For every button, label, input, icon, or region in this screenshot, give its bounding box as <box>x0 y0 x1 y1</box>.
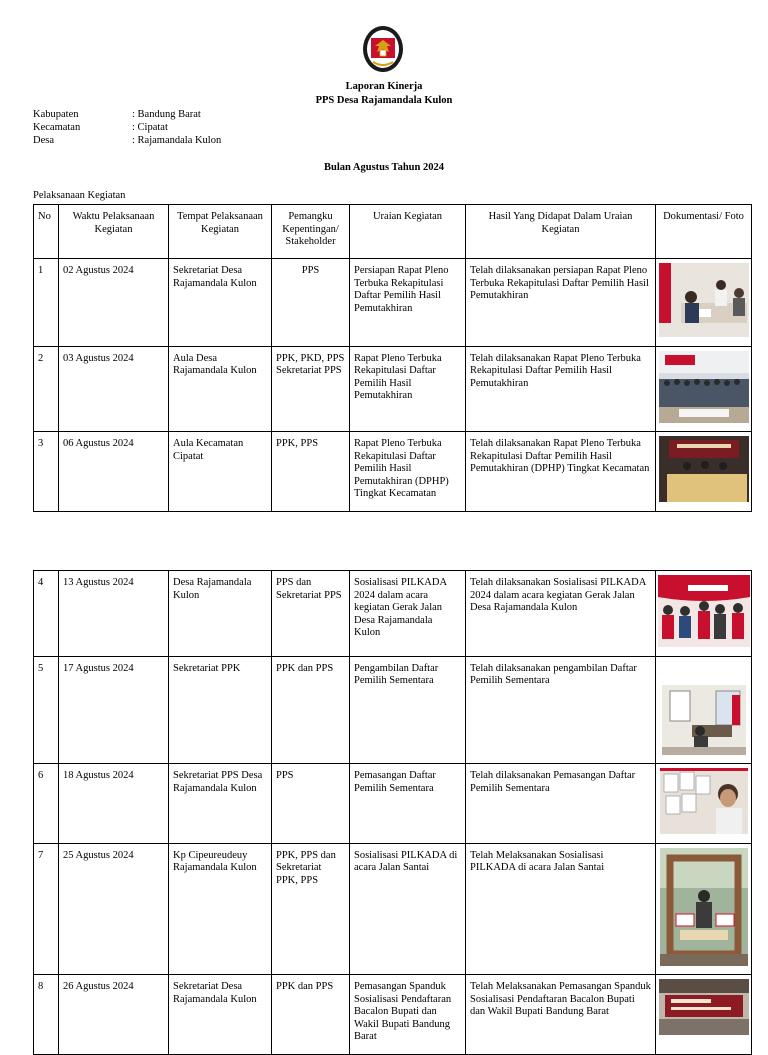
table-row <box>34 764 752 844</box>
cell-result: Telah dilaksanakan Sosialisasi PILKADA 2024 dalam acara kegiatan Gerak Jalan Desa Rajamandala Kulon <box>466 571 656 657</box>
cell-place: Sekretariat Desa Rajamandala Kulon <box>169 259 272 347</box>
activity-table-continued <box>33 570 752 1055</box>
cell-place: Aula Desa Rajamandala Kulon <box>169 346 272 432</box>
cell-result: Telah dilaksanakan Rapat Pleno Terbuka Rekapitulasi Daftar Pemilih Hasil Pemutakhiran <box>466 346 656 432</box>
cell-activity: Pemasangan Daftar Pemilih Sementara <box>350 764 466 844</box>
cell-no: 2 <box>34 346 59 432</box>
cell-result: Telah Melaksanakan Pemasangan Spanduk Sosialisasi Pendaftaran Bacalon Bupati dan Wakil Bupati Bandung Barat <box>466 975 656 1055</box>
office-photo <box>662 685 746 755</box>
cell-result: Telah dilaksanakan pengambilan Daftar Pemilih Sementara <box>466 656 656 764</box>
cell-place: Sekretariat PPK <box>169 656 272 764</box>
activity-table <box>33 204 752 512</box>
month-title: Bulan Agustus Tahun 2024 <box>324 162 444 173</box>
table-row <box>34 346 752 432</box>
cell-place: Sekretariat Desa Rajamandala Kulon <box>169 975 272 1055</box>
cell-place: Kp Cipeureudeuy Rajamandala Kulon <box>169 843 272 975</box>
cell-result: Telah dilaksanakan Pemasangan Daftar Pemilih Sementara <box>466 764 656 844</box>
section-label: Pelaksanaan Kegiatan <box>33 190 126 201</box>
cell-photo <box>656 346 752 432</box>
cell-activity: Rapat Pleno Terbuka Rekapitulasi Daftar Pemilih Hasil Pemutakhiran (DPHP) Tingkat Kecamatan <box>350 432 466 512</box>
cell-date: 26 Agustus 2024 <box>59 975 169 1055</box>
cell-stakeholder: PPK dan PPS <box>272 975 350 1055</box>
meta-row-kecamatan <box>33 121 221 134</box>
cell-result: Telah dilaksanakan Rapat Pleno Terbuka Rekapitulasi Daftar Pemilih Hasil Pemutakhiran (DPHP) Tingkat Kecamatan <box>466 432 656 512</box>
walk-event-photo <box>658 575 750 647</box>
cell-date: 02 Agustus 2024 <box>59 259 169 347</box>
cell-photo <box>656 259 752 347</box>
cell-no: 8 <box>34 975 59 1055</box>
table-header-row <box>34 205 752 259</box>
cell-result: Telah Melaksanakan Sosialisasi PILKADA di acara Jalan Santai <box>466 843 656 975</box>
cell-stakeholder: PPK, PKD, PPS Sekretariat PPS <box>272 346 350 432</box>
table-row <box>34 975 752 1055</box>
cell-stakeholder: PPS dan Sekretariat PPS <box>272 571 350 657</box>
meeting-photo <box>659 263 749 337</box>
cell-activity: Sosialisasi PILKADA 2024 dalam acara kegiatan Gerak Jalan Desa Rajamandala Kulon <box>350 571 466 657</box>
table-row <box>34 571 752 657</box>
meta-label: Kecamatan <box>33 122 81 133</box>
table-row <box>34 656 752 764</box>
cell-activity: Pengambilan Daftar Pemilih Sementara <box>350 656 466 764</box>
cell-photo <box>656 432 752 512</box>
garuda-emblem-icon <box>361 24 405 74</box>
table-row <box>34 259 752 347</box>
cell-date: 03 Agustus 2024 <box>59 346 169 432</box>
col-header: Waktu Pelaksanaan Kegiatan <box>59 205 169 259</box>
cell-stakeholder: PPK dan PPS <box>272 656 350 764</box>
cell-photo <box>656 843 752 975</box>
cell-no: 5 <box>34 656 59 764</box>
col-header: Hasil Yang Didapat Dalam Uraian Kegiatan <box>466 205 656 259</box>
cell-place: Aula Kecamatan Cipatat <box>169 432 272 512</box>
cell-activity: Sosialisasi PILKADA di acara Jalan Santai <box>350 843 466 975</box>
cell-date: 06 Agustus 2024 <box>59 432 169 512</box>
meta-value: : Rajamandala Kulon <box>132 135 222 146</box>
col-header: Tempat Pelaksanaan Kegiatan <box>169 205 272 259</box>
cell-activity: Rapat Pleno Terbuka Rekapitulasi Daftar Pemilih Hasil Pemutakhiran <box>350 346 466 432</box>
cell-no: 4 <box>34 571 59 657</box>
col-header: Uraian Kegiatan <box>350 205 466 259</box>
cell-no: 7 <box>34 843 59 975</box>
meta-row-kabupaten <box>33 108 221 121</box>
cell-stakeholder: PPS <box>272 764 350 844</box>
cell-date: 13 Agustus 2024 <box>59 571 169 657</box>
cell-photo <box>656 656 752 764</box>
meta-value: : Bandung Barat <box>132 109 201 120</box>
report-title: Laporan Kinerja <box>345 81 423 92</box>
cell-place: Desa Rajamandala Kulon <box>169 571 272 657</box>
table-row <box>34 843 752 975</box>
cell-date: 18 Agustus 2024 <box>59 764 169 844</box>
group-photo <box>659 351 749 423</box>
cell-date: 25 Agustus 2024 <box>59 843 169 975</box>
cell-stakeholder: PPK, PPS dan Sekretariat PPK, PPS <box>272 843 350 975</box>
cell-place: Sekretariat PPS Desa Rajamandala Kulon <box>169 764 272 844</box>
col-header: Pemangku Kepentingan/ Stakeholder <box>272 205 350 259</box>
meta-label: Desa <box>33 135 54 146</box>
cell-activity: Persiapan Rapat Pleno Terbuka Rekapitulasi Daftar Pemilih Hasil Pemutakhiran <box>350 259 466 347</box>
report-subtitle: PPS Desa Rajamandala Kulon <box>315 95 453 106</box>
cell-photo <box>656 764 752 844</box>
table-row <box>34 432 752 512</box>
cell-no: 3 <box>34 432 59 512</box>
plenary-photo <box>659 436 749 502</box>
meta-value: : Cipatat <box>132 122 168 133</box>
col-header: Dokumentasi/ Foto <box>656 205 752 259</box>
cell-date: 17 Agustus 2024 <box>59 656 169 764</box>
photo-booth-photo <box>660 848 748 966</box>
meta-label: Kabupaten <box>33 109 79 120</box>
cell-stakeholder: PPK, PPS <box>272 432 350 512</box>
cell-photo <box>656 975 752 1055</box>
cell-stakeholder: PPS <box>272 259 350 347</box>
kpu-logo <box>361 24 405 74</box>
meta-block <box>33 108 221 147</box>
cell-result: Telah dilaksanakan persiapan Rapat Pleno Terbuka Rekapitulasi Daftar Pemilih Hasil Pemutakhiran <box>466 259 656 347</box>
cell-no: 1 <box>34 259 59 347</box>
banner-photo <box>659 979 749 1035</box>
posting-list-photo <box>660 768 748 834</box>
cell-no: 6 <box>34 764 59 844</box>
col-header: No <box>34 205 59 259</box>
cell-photo <box>656 571 752 657</box>
cell-activity: Pemasangan Spanduk Sosialisasi Pendaftaran Bacalon Bupati dan Wakil Bupati Bandung Barat <box>350 975 466 1055</box>
meta-row-desa <box>33 134 221 147</box>
